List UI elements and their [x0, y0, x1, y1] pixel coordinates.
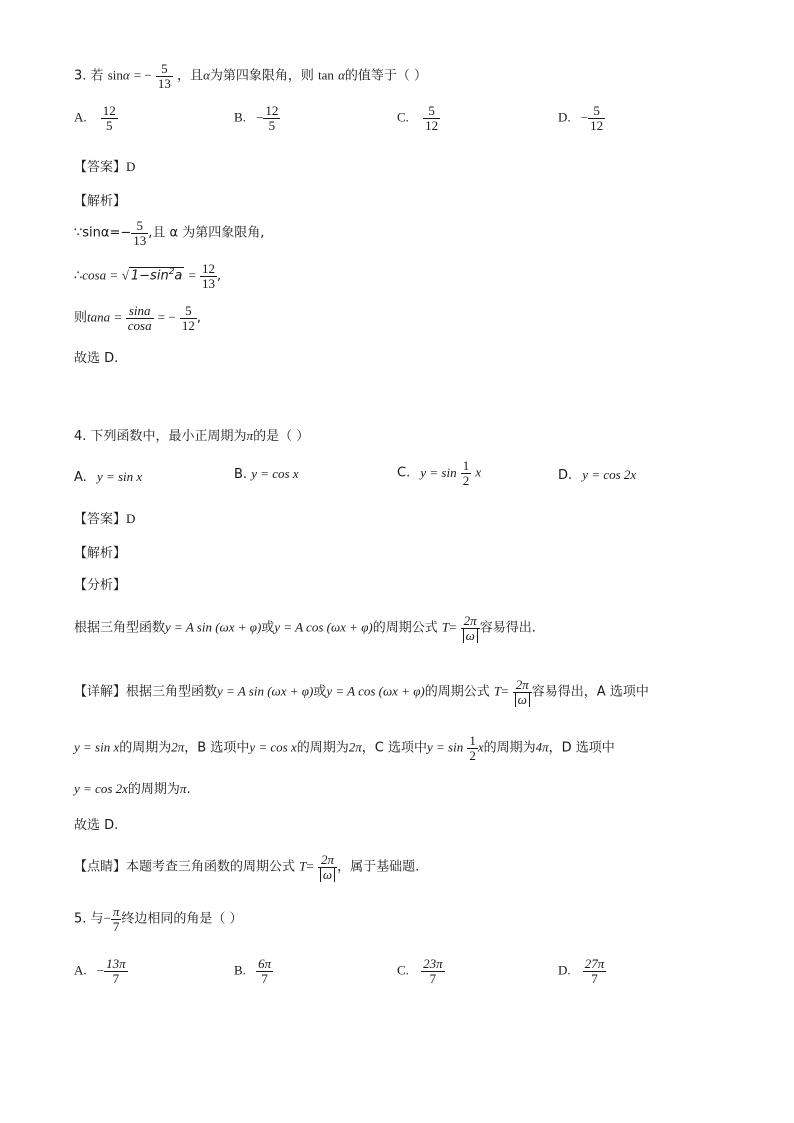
q4-detail-line-3: y = cos 2x的周期为π. — [74, 781, 191, 797]
q4-stem: 4. 下列函数中，最小正周期为π的是（ ） — [74, 428, 310, 444]
q3-analysis-line-1: ∵sinα=− $\frac{5}{13}$ ,且 α 为第四象限角, — [74, 218, 265, 248]
q4-detail-line-2: y = sin x的周期为2π，B 选项中y = cos x的周期为2π，C 选项中y = sin $\frac{1}{2}$ x的周期为4π，D 选项中 — [74, 733, 615, 763]
q4-conclusion: 故选 D. — [74, 818, 119, 833]
q3-analysis-line-2: ∴cosa = √ $1-\sin^2a$ = $\frac{12}{13}$ , — [74, 261, 222, 291]
q3-option-b[interactable]: B. − $\frac{12}{5}$ — [234, 103, 279, 133]
q3-option-a[interactable]: A. $\frac{12}{5}$ — [74, 103, 116, 133]
q4-option-d[interactable]: D. y = cos 2x — [558, 467, 637, 483]
q3-number: 3. — [74, 68, 87, 84]
q3-stem: 3. 若 sinα = − $\frac{5}{13}$ ，且α为第四象限角，则 tan α的值等于（ ） — [74, 61, 428, 91]
q4-option-c[interactable]: C. y = sin $\frac{1}{2}$ x — [397, 458, 482, 488]
q3-stem-fraction: $\frac{5}{13}$ — [157, 61, 171, 91]
q4-fenxi-tag: 【分析】 — [74, 578, 127, 593]
q3-answer: 【答案】D — [74, 159, 136, 175]
q3-conclusion: 故选 D. — [74, 351, 119, 366]
q4-answer: 【答案】D — [74, 511, 136, 527]
q3-option-d[interactable]: D. − $\frac{5}{12}$ — [558, 103, 604, 133]
q4-detail-line-1: 【详解】根据三角型函数y = A sin (ωx + φ)或y = A cos (ωx + φ)的周期公式 T= $\frac{2\pi}{\omega}$ 容易得出，A 选项中 — [74, 677, 649, 707]
q4-number: 4. — [74, 429, 87, 444]
q5-stem: 5. 与− $\frac{\pi}{7}$ 终边相同的角是（ ） — [74, 904, 243, 934]
q3-option-c[interactable]: C. $\frac{5}{12}$ — [397, 103, 439, 133]
q5-option-d[interactable]: D. $\frac{27\pi}{7}$ — [558, 956, 605, 986]
q5-option-c[interactable]: C. $\frac{23\pi}{7}$ — [397, 956, 443, 986]
q5-number: 5. — [74, 911, 87, 927]
q3-analysis-line-3: 则tana = $\frac{\sin a}{\cos a}$ = − $\frac{5}{12}$ , — [74, 303, 201, 333]
q5-option-b[interactable]: B. $\frac{6\pi}{7}$ — [234, 956, 272, 986]
q4-fenxi-line: 根据三角型函数y = A sin (ωx + φ)或y = A cos (ωx + φ)的周期公式 T= $\frac{2\pi}{\omega}$ 容易得出. — [74, 613, 536, 643]
q4-option-a[interactable]: A. y = sin x — [74, 469, 143, 485]
q4-analysis-tag: 【解析】 — [74, 546, 127, 561]
q5-option-a[interactable]: A. − $\frac{13\pi}{7}$ — [74, 956, 126, 986]
q4-option-b[interactable]: B. y = cos x — [234, 466, 299, 482]
q3-analysis-tag: 【解析】 — [74, 194, 127, 209]
q4-dianjing-line: 【点睛】本题考查三角函数的周期公式 T= $\frac{2\pi}{\omega}$ ，属于基础题. — [74, 852, 420, 882]
